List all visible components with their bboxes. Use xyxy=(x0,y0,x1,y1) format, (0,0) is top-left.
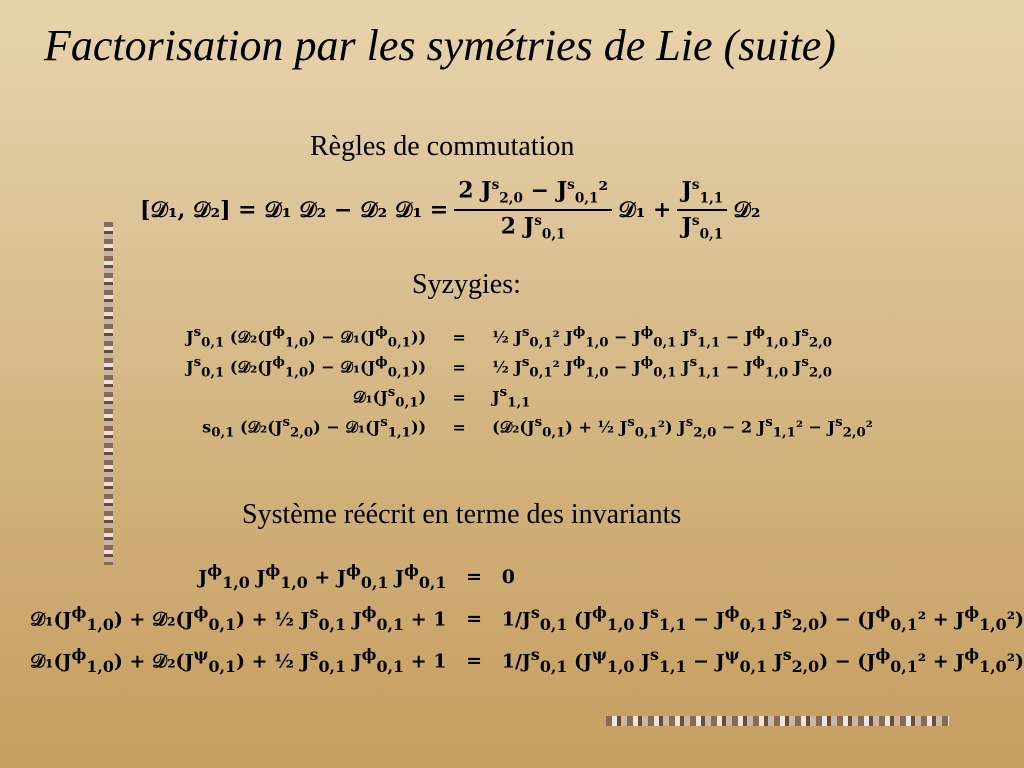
decorative-strip-horizontal xyxy=(606,716,949,726)
equals-sign: = xyxy=(452,417,466,437)
equation-row xyxy=(186,382,873,412)
equation-rhs: ½ $J^s_{0,1}^2$ $J^\phi_{1,0} - J^\phi_{0,1}$ $J^s_{1,1} - J^\phi_{1,0}$ $J^s_{2,0}$ xyxy=(492,323,833,351)
equation-row xyxy=(30,640,1024,682)
equals-sign: = xyxy=(466,650,483,672)
invariant-system-equations xyxy=(30,556,1024,682)
equation-rhs: ½ $J^s_{0,1}^2$ $J^\phi_{1,0} - J^\phi_{0,1}$ $J^s_{1,1} - J^\phi_{1,0}$ $J^s_{2,0}$ xyxy=(492,353,833,381)
equation-lhs: $J^s_{0,1}$ ($𝒟_2(J^\phi_{1,0})$ − $𝒟_1(J^\phi_{0,1})$) xyxy=(186,353,427,381)
commutation-tail: 𝒟₂ xyxy=(733,197,761,223)
commutation-lhs: [𝒟₁, 𝒟₂] = 𝒟₁ 𝒟₂ − 𝒟₂ 𝒟₁ = xyxy=(140,197,449,223)
slide-title: Factorisation par les symétries de Lie (suite) xyxy=(44,21,836,70)
fraction-2-denominator: $J^s_{0,1}$ xyxy=(681,213,724,243)
commutation-fraction-2 xyxy=(677,177,727,242)
equals-sign: = xyxy=(452,327,466,347)
equation-rhs: $J^s_{1,1}$ xyxy=(492,383,531,411)
equation-lhs: $𝒟_1(J^\phi_{1,0})$ + $𝒟_2(J^\psi_{0,1})$ + ½ $J^s_{0,1}$ $J^\phi_{0,1} + 1$ xyxy=(30,645,447,677)
commutation-fraction-1 xyxy=(454,177,612,242)
equation-lhs: $J^s_{0,1}$ ($𝒟_2(J^\phi_{1,0})$ − $𝒟_1(J^\phi_{0,1})$) xyxy=(186,323,427,351)
equals-sign: = xyxy=(466,566,483,588)
equation-rhs: 0 xyxy=(501,566,515,588)
fraction-1-denominator: 2 $J^s_{0,1}$ xyxy=(500,213,566,243)
equals-sign: = xyxy=(452,387,466,407)
equation-rhs: $1/J^s_{0,1}$ ($J^\psi_{1,0}$ $J^s_{1,1} - J^\psi_{0,1}$ $J^s_{2,0}) - (J^\phi_{0,1}^2 + J^\phi_{1,0}^2)$ xyxy=(501,645,1024,677)
equals-sign: = xyxy=(466,608,483,630)
equation-lhs: $J^\phi_{1,0}$ $J^\phi_{1,0} + J^\phi_{0,1}$ $J^\phi_{0,1}$ xyxy=(198,561,447,593)
commutation-equation xyxy=(140,172,761,248)
heading-syzygies: Syzygies: xyxy=(412,269,521,300)
equation-row xyxy=(30,556,1024,598)
equation-rhs: $1/J^s_{0,1}$ ($J^\phi_{1,0}$ $J^s_{1,1} - J^\phi_{0,1}$ $J^s_{2,0}) - (J^\phi_{0,1}^2 + J^\phi_{1,0}^2)$ xyxy=(501,603,1024,635)
equals-sign: = xyxy=(452,357,466,377)
fraction-1-numerator: 2 $J^s_{2,0} - J^s_{0,1}^2$ xyxy=(454,177,612,211)
equation-row xyxy=(186,322,873,352)
heading-rewritten-system: Système réécrit en terme des invariants xyxy=(242,499,682,530)
equation-lhs: $𝒟_1(J^\phi_{1,0})$ + $𝒟_2(J^\phi_{0,1})$ + ½ $J^s_{0,1}$ $J^\phi_{0,1} + 1$ xyxy=(30,603,447,635)
commutation-middle: 𝒟₁ + xyxy=(618,197,672,223)
decorative-strip-vertical xyxy=(104,222,113,565)
equation-row xyxy=(186,352,873,382)
heading-commutation-rules: Règles de commutation xyxy=(310,131,575,162)
equation-rhs: ($𝒟_2(J^s_{0,1})$ + ½ $J^s_{0,1}^2$) $J^s_{2,0} - 2$ $J^s_{1,1}^2 - J^s_{2,0}^2$ xyxy=(492,413,873,441)
equation-row xyxy=(30,598,1024,640)
equation-lhs: $𝒟_1(J^s_{0,1})$ xyxy=(352,383,427,411)
equation-row xyxy=(186,412,873,442)
fraction-2-numerator: $J^s_{1,1}$ xyxy=(677,177,727,211)
equation-lhs: $s_{0,1}$ ($𝒟_2(J^s_{2,0})$ − $𝒟_1(J^s_{1,1})$) xyxy=(202,413,427,441)
syzygies-equations xyxy=(186,322,873,442)
